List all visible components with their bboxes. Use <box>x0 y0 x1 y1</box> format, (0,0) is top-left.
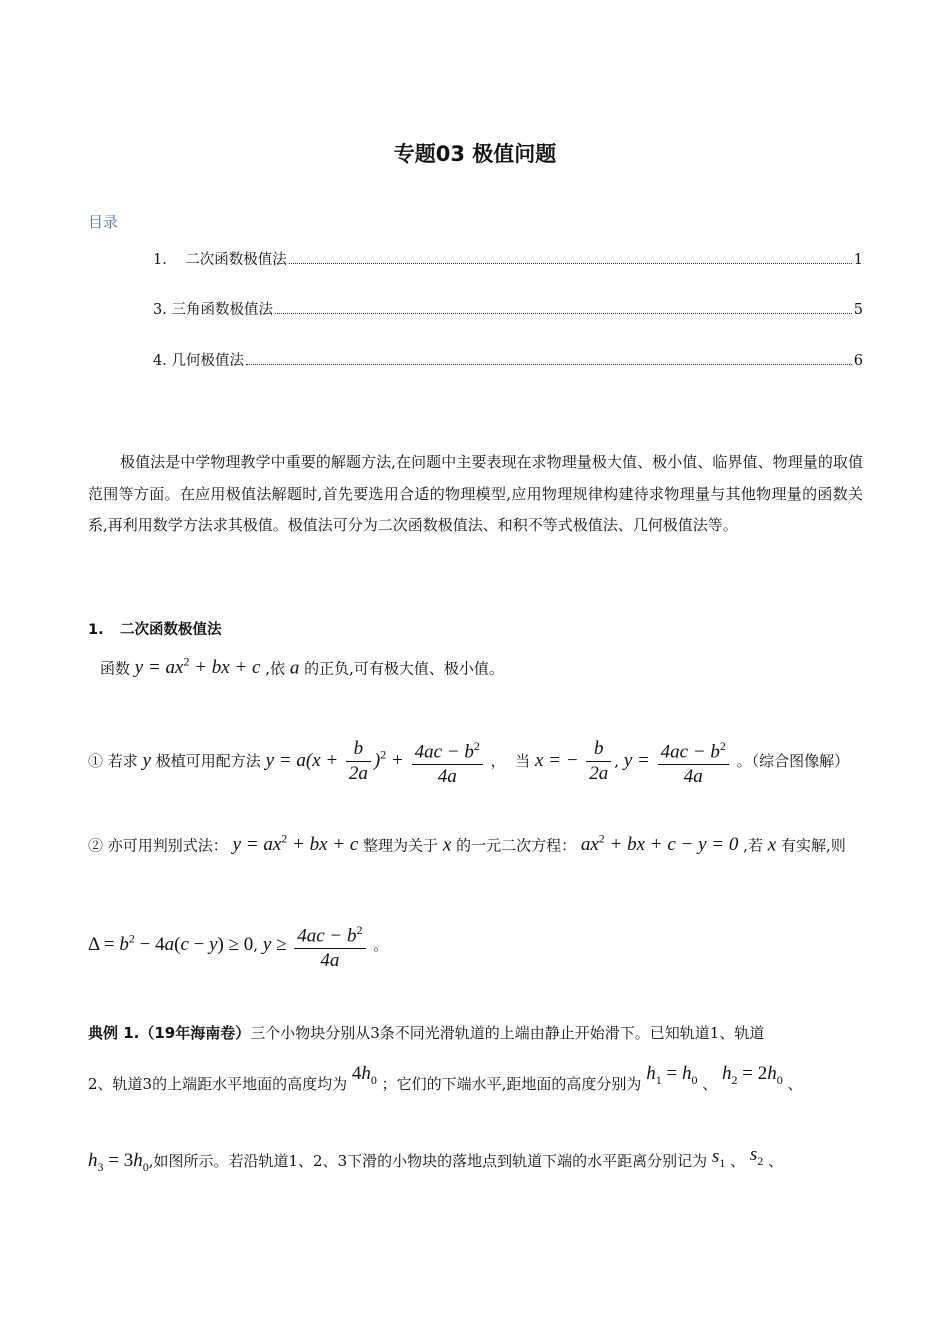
formula-s2: $s_2$ <box>749 1144 764 1168</box>
formula-vertex-x: x = − $\frac{b}{2a}$ <box>535 750 614 771</box>
method-completing-square: ① 若求 y 极植可用配方法 y = a(x + $\frac{b}{2a}$ )$^2$ + $\frac{4ac - b^2}{4a}$ ， 当 x = − $\frac{b}{2a}$ , y = $\frac{4ac - b^2}{4a}$ 。（综合图像解） <box>88 734 849 789</box>
example-line-3: $h_3 = 3h_0$,如图所示。若沿轨道1、2、3下滑的小物块的落地点到轨道下端的水平距离分别记为 $s_1$ 、 $s_2$ 、 <box>88 1144 784 1174</box>
formula-h3: $h_3 = 3h_0$ <box>88 1150 149 1174</box>
formula-y-bound: y ≥ $\frac{4ac - b^2}{4a}$ <box>263 934 369 955</box>
formula-h2: $h_2 = 2h_0$ <box>722 1063 783 1087</box>
toc-item-page: 5 <box>853 302 863 318</box>
method-discriminant: ② 亦可用判别式法： $y = ax^2$ + bx + c 整理为关于 x 的一元二次方程： $ax^2$ + bx + c − y = 0 ,若 x 有实解,则 <box>88 832 846 856</box>
toc-leader-dots <box>275 313 852 314</box>
toc-item-label: 3. 三角函数极值法 <box>153 302 273 318</box>
formula-quadratic: $y = ax^2$ + bx + c <box>134 655 261 679</box>
formula-4h0: $4h_0$ <box>351 1063 377 1087</box>
formula-vertex-form: y = a(x + $\frac{b}{2a}$ )$^2$ + $\frac{4ac - b^2}{4a}$ <box>266 750 486 771</box>
function-line: 函数 $y = ax^2$ + bx + c ,依 a 的正负,可有极大值、极小值。 <box>100 655 504 679</box>
discriminant-result: $\Delta = b^2 - 4a(c - y) \ge 0$, y ≥ $\frac{4ac - b^2}{4a}$ 。 <box>88 918 388 973</box>
formula-h1: $h_1 = h_0$ <box>646 1063 698 1087</box>
formula-equation: $ax^2$ + bx + c − y = 0 <box>580 832 739 856</box>
toc-leader-dots <box>289 263 852 264</box>
toc-item-geometry[interactable] <box>153 349 863 370</box>
toc-heading[interactable]: 目录 <box>88 213 119 231</box>
formula-vertex-y: y = $\frac{4ac - b^2}{4a}$ <box>624 750 732 771</box>
formula-a: a <box>289 657 300 679</box>
toc-item-quadratic[interactable] <box>153 248 863 269</box>
toc-leader-dots <box>246 364 852 365</box>
intro-paragraph: 极值法是中学物理教学中重要的解题方法,在问题中主要表现在求物理量极大值、极小值、临界值、物理量的取值范围等方面。在应用极值法解题时,首先要选用合适的物理模型,应用物理规律构建待求物理量与其他物理量的函数关系,再利用数学方法求其极值。极值法可分为二次函数极值法、和积不等式极值法、几何极值法等。 <box>88 453 863 534</box>
toc-item-page: 6 <box>853 353 863 369</box>
toc-item-trig[interactable] <box>153 298 863 319</box>
toc-item-label: 1. 二次函数极值法 <box>153 252 287 268</box>
toc-item-label: 4. 几何极值法 <box>153 353 244 369</box>
formula-delta: $\Delta = b^2 - 4a(c - y) \ge 0$ <box>88 931 254 956</box>
formula-s1: $s_1$ <box>711 1146 726 1170</box>
page-title: 专题03 极值问题 <box>393 142 557 166</box>
example-line-2: 2、轨道3的上端距水平地面的高度均为 $4h_0$ ；它们的下端水平,距地面的高度分别为 $h_1 = h_0$ 、 $h_2 = 2h_0$ 、 <box>88 1063 803 1093</box>
toc-item-page: 1 <box>853 252 863 268</box>
section-heading: 1. 二次函数极值法 <box>88 622 222 638</box>
example-line-1: 典例 1.（19年海南卷）三个小物块分别从3条不同光滑轨道的上端由静止开始滑下。已知轨道1、轨道 <box>88 1024 765 1042</box>
